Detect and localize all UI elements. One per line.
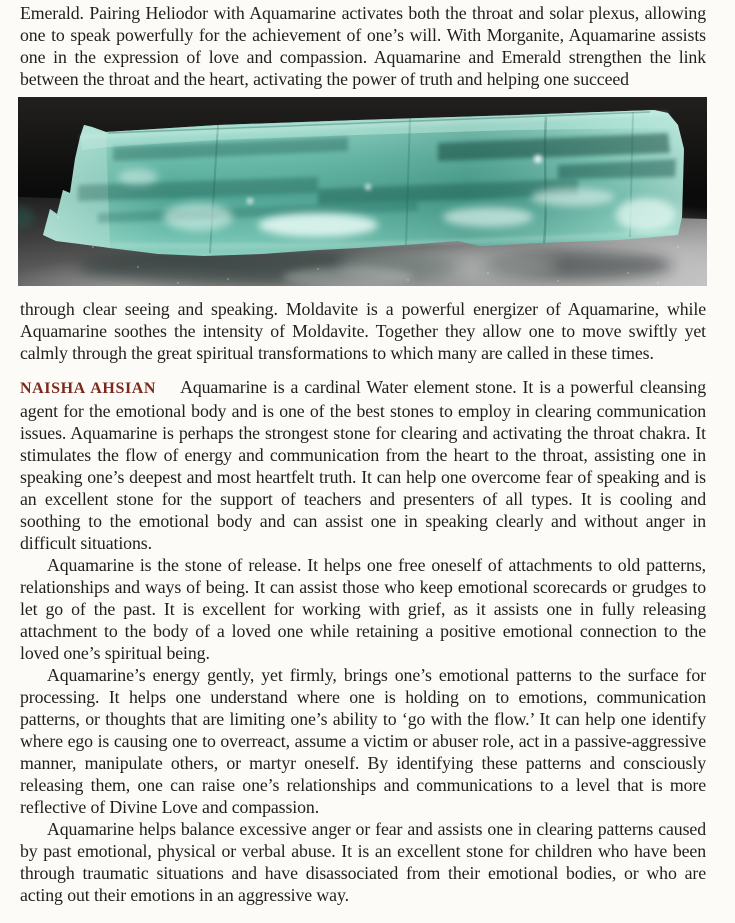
commentary-paragraph-3: Aquamarine’s energy gently, yet firmly, brings one’s emotional patterns to the surface for processing. It helps one understand where one is holding on to emotions, communication patterns, or thoughts that are limiting one’s ability to ‘go with the flow.’ It can help one identify where ego is causing one to overreact, assume a victim or abuser role, act in a passive-aggressive manner, manipulate others, or martyr oneself. By identifying these patterns and consciously releasing them, one can raise one’s relationships and communications to a level that is more reflective of Divine Love and compassion. (20, 665, 706, 817)
commentary-paragraph-2: Aquamarine is the stone of release. It helps one free oneself of attachments to old patterns, relationships and ways of being. It can assist those who keep emotional scorecards or grudges to let go of the past. It is excellent for working with grief, as it assists one in fully releasing attachment to the body of a loved one while retaining a positive emotional connection to the loved one’s spiritual being. (20, 555, 706, 663)
paragraph-after-photo: through clear seeing and speaking. Moldavite is a powerful energizer of Aquamarine, while Aquamarine soothes the intensity of Moldavite. Together they allow one to move swiftly yet calmly through the great spiritual transformations to which many are called in these times. (20, 299, 706, 363)
aquamarine-photo (18, 97, 707, 286)
commentary-paragraph-4: Aquamarine helps balance excessive anger or fear and assists one in clearing patterns caused by past emotional, physical or verbal abuse. It is an excellent stone for children who have been through traumatic situations and have disassociated from their emotional bodies, or who are acting out their emotions in an aggressive way. (20, 819, 706, 905)
aquamarine-crystal-illustration (18, 97, 707, 286)
commentary-text-1: Aquamarine is a cardinal Water element stone. It is a powerful cleansing agent for the emotional body and is one of the best stones to employ in clearing communication issues. Aquamarine is perhaps the strongest stone for clearing and activating the throat chakra. It stimulates the flow of energy and communication from the heart to the throat, assisting one in speaking one’s deepest and most heartfelt truth. It can help one overcome fear of speaking and is an excellent stone for the support of teachers and presenters of all types. It is cooling and soothing to the emotional body and can assist one in speaking clearly and without anger in difficult situations. (20, 377, 706, 553)
aquamarine-crystal (18, 110, 684, 256)
author-name: NAISHA AHSIAN (20, 380, 157, 397)
commentary-paragraph-1 (20, 376, 706, 554)
paragraph-intro-continued: Emerald. Pairing Heliodor with Aquamarine activates both the throat and solar plexus, allowing one to speak powerfully for the achievement of one’s will. With Morganite, Aquamarine assists one in the expression of love and compassion. Aquamarine and Emerald strengthen the link between the throat and the heart, activating the power of truth and helping one succeed (20, 3, 706, 89)
